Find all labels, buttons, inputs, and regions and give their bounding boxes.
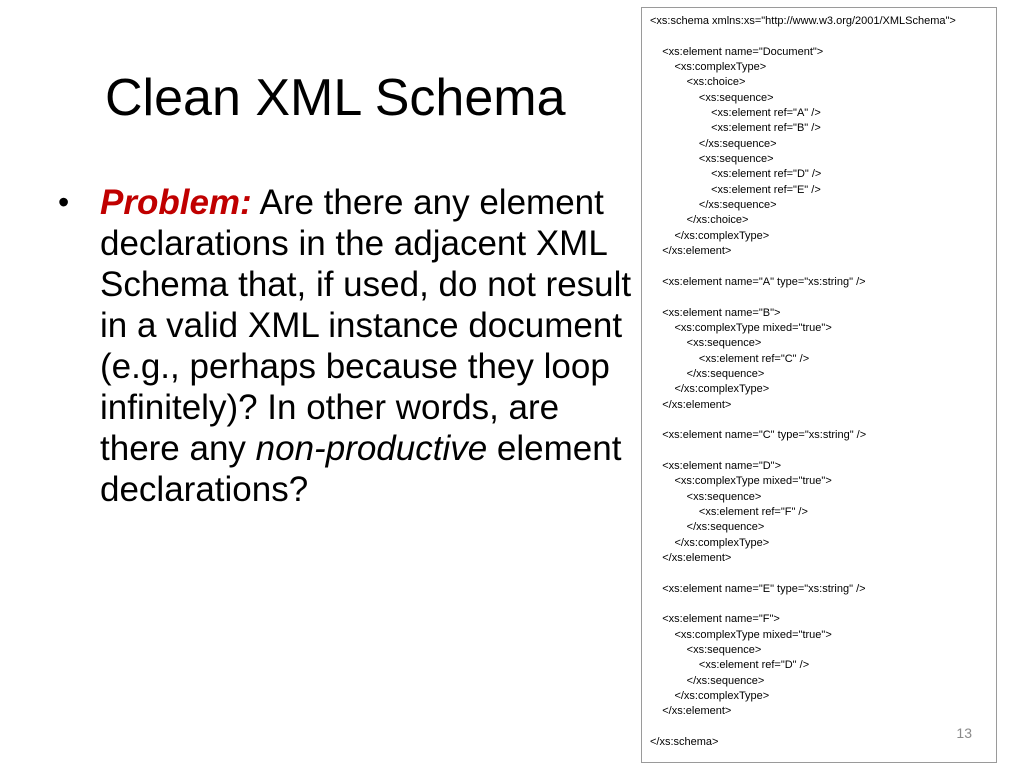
- code-line: <xs:element name="Document">: [650, 45, 824, 58]
- code-line: [650, 413, 956, 428]
- code-line: </xs:schema>: [650, 736, 719, 749]
- code-line: <xs:element ref="B" />: [650, 122, 821, 135]
- code-line: <xs:element name="B">: [650, 306, 781, 319]
- code-line: <xs:sequence>: [650, 153, 774, 166]
- code-line: </xs:complexType>: [650, 536, 770, 549]
- code-line: </xs:choice>: [650, 214, 749, 227]
- code-line: <xs:element name="D">: [650, 459, 782, 472]
- code-listing: [650, 14, 956, 751]
- code-line: <xs:sequence>: [650, 490, 762, 503]
- code-line: [650, 597, 956, 612]
- code-line: </xs:sequence>: [650, 199, 777, 212]
- code-line: </xs:element>: [650, 398, 732, 411]
- code-line: <xs:element ref="F" />: [650, 506, 808, 518]
- xml-schema-code-box: [641, 7, 997, 763]
- code-line: <xs:element ref="E" />: [650, 183, 821, 196]
- bullet-text: [100, 182, 633, 510]
- code-line: [650, 260, 956, 275]
- code-line: [650, 290, 956, 305]
- bullet-dot: •: [58, 184, 70, 220]
- code-line: </xs:element>: [650, 705, 732, 718]
- code-line: [650, 444, 956, 459]
- code-line: </xs:sequence>: [650, 367, 765, 380]
- code-line: <xs:complexType mixed="true">: [650, 321, 832, 334]
- slide-title: Clean XML Schema: [105, 69, 566, 127]
- code-line: </xs:sequence>: [650, 521, 765, 534]
- code-line: </xs:complexType>: [650, 690, 770, 703]
- code-line: <xs:sequence>: [650, 91, 774, 104]
- code-line: <xs:element ref="D" />: [650, 168, 822, 181]
- code-line: <xs:complexType mixed="true">: [650, 628, 832, 641]
- code-line: <xs:complexType>: [650, 61, 767, 74]
- code-line: [650, 29, 956, 44]
- problem-italic-term: non-productive: [255, 429, 488, 468]
- code-line: <xs:element ref="D" />: [650, 659, 810, 672]
- code-line: <xs:element name="C" type="xs:string" />: [650, 429, 867, 442]
- problem-text-2: element declarations?: [100, 429, 622, 509]
- code-line: </xs:sequence>: [650, 674, 765, 687]
- code-line: <xs:element name="E" type="xs:string" />: [650, 582, 866, 595]
- code-line: </xs:complexType>: [650, 229, 770, 242]
- code-line: <xs:element ref="C" />: [650, 352, 810, 365]
- problem-label: Problem:: [100, 183, 252, 222]
- problem-text-1: Are there any element declarations in the adjacent XML Schema that, if used, do not result in a valid XML instance document (e.g., perhaps because they loop infinitely)? In other words, are there any: [100, 183, 632, 468]
- code-line: [650, 720, 956, 735]
- code-line: <xs:complexType mixed="true">: [650, 475, 832, 488]
- code-line: <xs:element name="A" type="xs:string" />: [650, 275, 866, 288]
- code-line: <xs:sequence>: [650, 337, 762, 350]
- code-line: </xs:element>: [650, 245, 732, 258]
- code-line: </xs:element>: [650, 552, 732, 565]
- code-line: [650, 566, 956, 581]
- page-number: 13: [956, 725, 972, 741]
- code-line: <xs:element ref="A" />: [650, 107, 821, 120]
- code-line: </xs:sequence>: [650, 137, 777, 150]
- code-line: <xs:element name="F">: [650, 613, 780, 626]
- code-line: <xs:choice>: [650, 76, 746, 89]
- bullet-point: [58, 182, 633, 510]
- code-line: <xs:sequence>: [650, 644, 762, 657]
- code-line: </xs:complexType>: [650, 383, 770, 396]
- code-line: <xs:schema xmlns:xs="http://www.w3.org/2001/XMLSchema">: [650, 15, 956, 27]
